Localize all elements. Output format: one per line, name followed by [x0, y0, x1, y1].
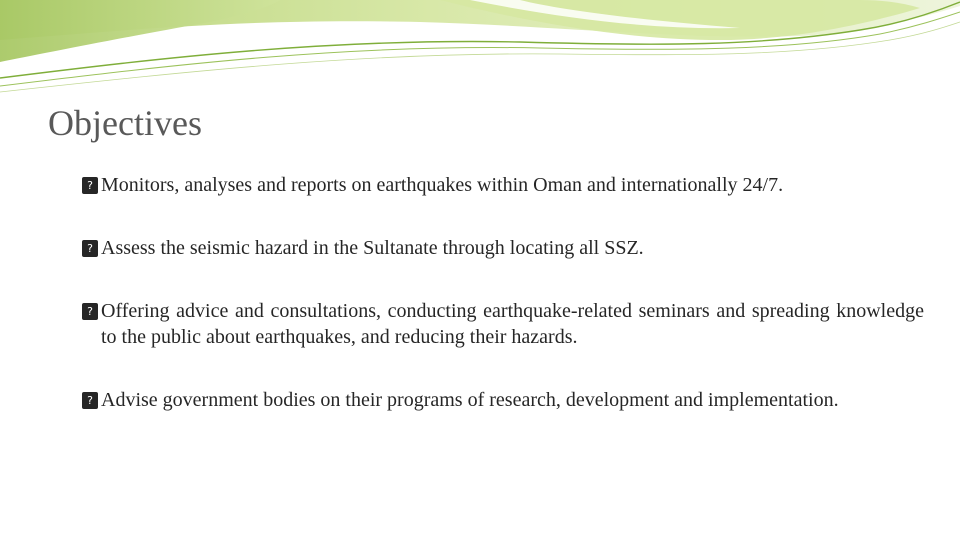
bullet-glyph-icon: ? — [82, 392, 98, 409]
list-item-text: Monitors, analyses and reports on earthquakes within Oman and internationally 24/7. — [101, 174, 784, 196]
list-item — [82, 172, 924, 198]
list-item-text: Advise government bodies on their programs of research, development and implementation. — [101, 389, 839, 411]
list-item-text: Assess the seismic hazard in the Sultanate through locating all SSZ. — [101, 237, 644, 259]
bullet-glyph-icon: ? — [82, 177, 98, 194]
header-swoosh-decoration — [0, 0, 960, 100]
swoosh-band-dark — [0, 0, 280, 62]
bullet-glyph-icon: ? — [82, 303, 98, 320]
bullet-glyph-icon: ? — [82, 240, 98, 257]
slide-title: Objectives — [48, 103, 202, 143]
list-item-text: Offering advice and consultations, conducting earthquake-related seminars and spreading knowledge to the public about earthquakes, and reducing their hazards. — [101, 300, 924, 348]
list-item — [82, 298, 924, 350]
objectives-list — [82, 172, 924, 413]
list-item — [82, 235, 924, 261]
list-item — [82, 387, 924, 413]
